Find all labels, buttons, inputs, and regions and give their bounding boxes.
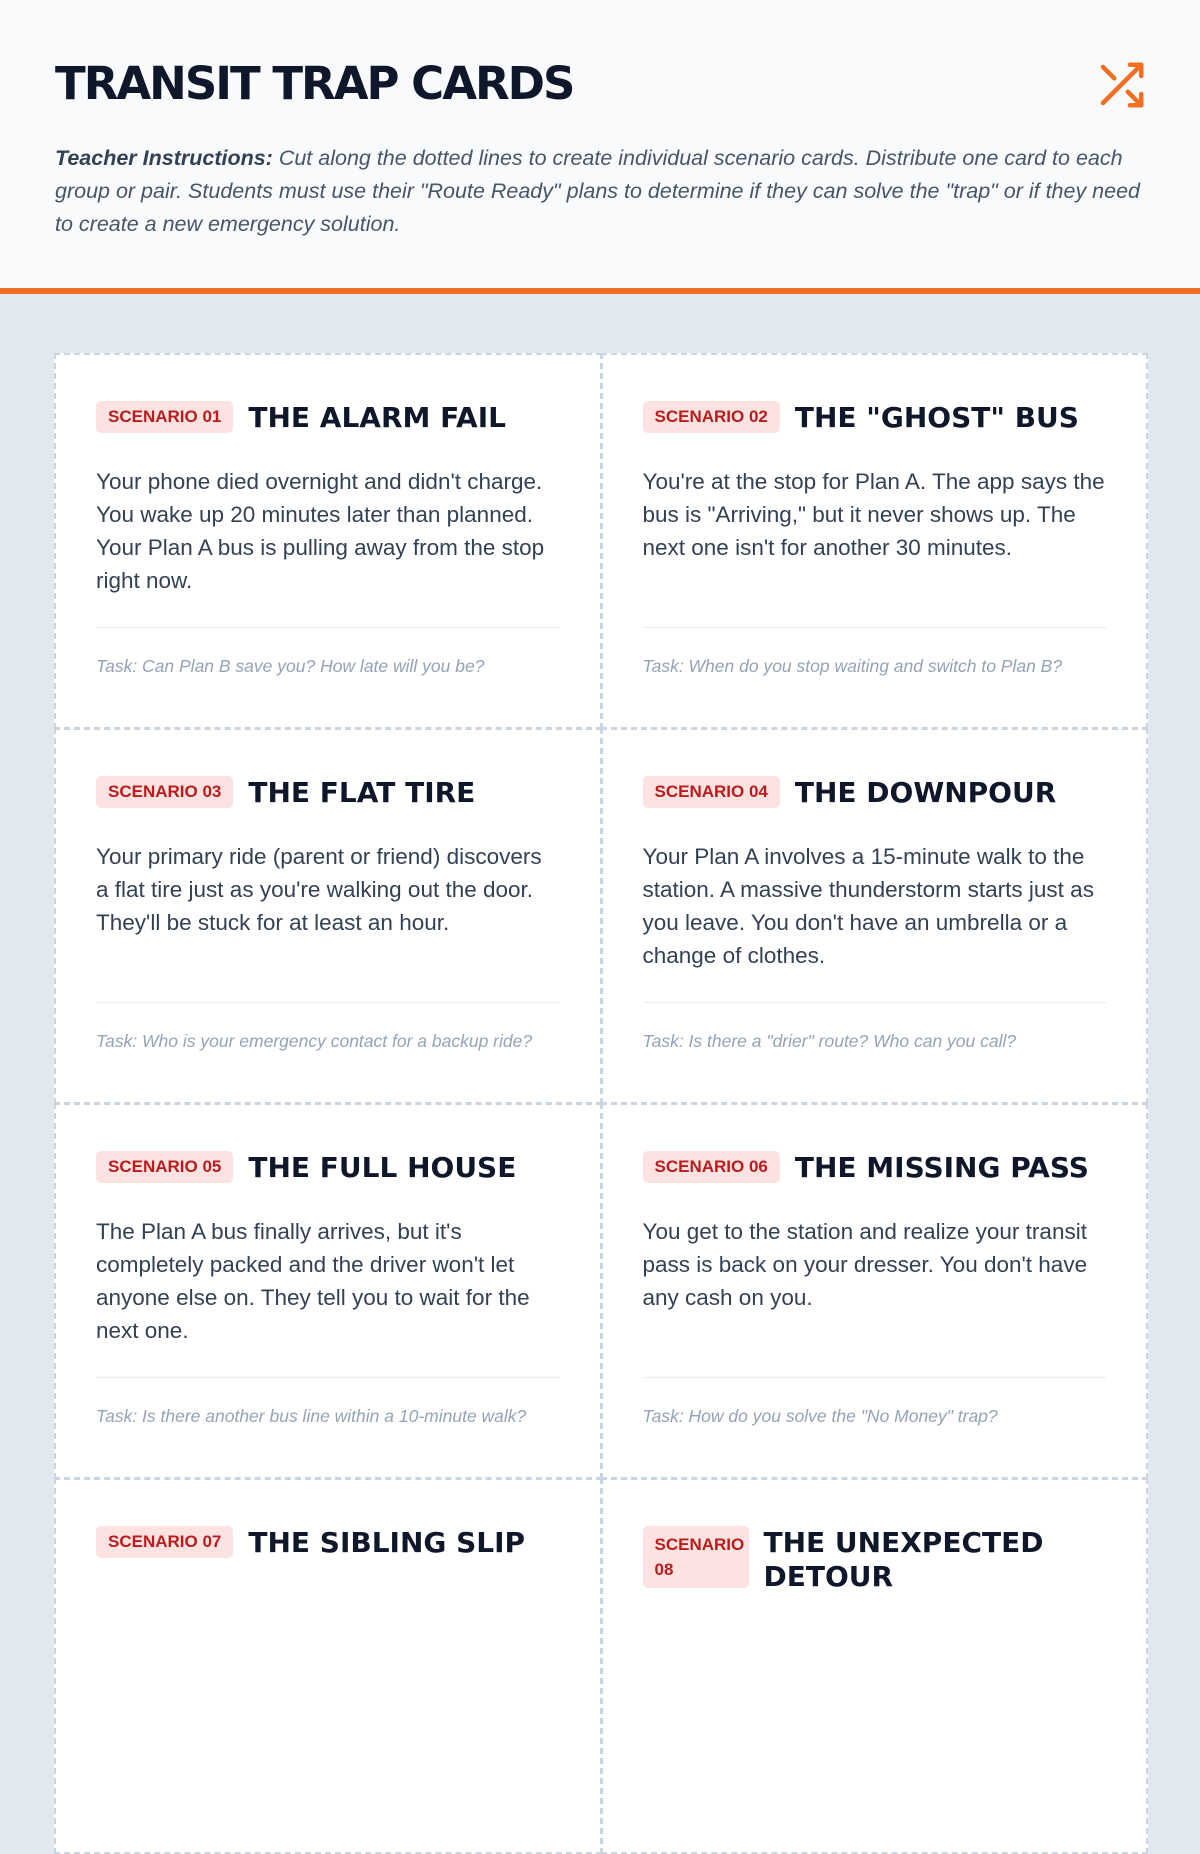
card-description: You get to the station and realize your transit pass is back on your dresser. You don't have any cash on you.	[642, 1219, 1088, 1310]
page-title: TRANSIT TRAP CARDS	[55, 57, 574, 110]
scenario-badge: SCENARIO 02	[643, 401, 780, 433]
card-header	[96, 776, 560, 810]
card-description: You're at the stop for Plan A. The app says the bus is "Arriving," but it never shows up. The next one isn't for another 30 minutes.	[642, 469, 1105, 560]
card-title: THE MISSING PASS	[794, 1151, 1089, 1184]
scenario-badge: SCENARIO 01	[96, 401, 233, 433]
card-task: Task: Can Plan B save you? How late will you be?	[96, 627, 560, 677]
teacher-instructions	[55, 142, 1145, 241]
scenario-badge: SCENARIO 04	[643, 776, 780, 808]
card-header	[96, 401, 560, 435]
scenario-badge: SCENARIO 05	[96, 1151, 233, 1183]
scenario-card-03	[54, 728, 602, 1104]
card-header	[643, 1151, 1107, 1185]
card-description: Your Plan A involves a 15-minute walk to the station. A massive thunderstorm starts just as you leave. You don't have an umbrella or a change of clothes.	[642, 844, 1094, 968]
card-title: THE SIBLING SLIP	[248, 1526, 526, 1559]
card-task: Task: Is there another bus line within a 10-minute walk?	[96, 1377, 560, 1427]
card-title: THE FULL HOUSE	[248, 1151, 517, 1184]
card-description: The Plan A bus finally arrives, but it's completely packed and the driver won't let anyone else on. They tell you to wait for the next one.	[96, 1219, 530, 1343]
instructions-text: Cut along the dotted lines to create individual scenario cards. Distribute one card to each group or pair. Students must use their "Route Ready" plans to determine if they can solve the "trap" or if they need to create a new emergency solution.	[55, 146, 1141, 236]
card-header	[96, 1151, 560, 1185]
scenario-card-grid	[55, 354, 1148, 1854]
card-task: Task: Who is your emergency contact for a backup ride?	[96, 1002, 560, 1052]
scenario-card-02	[601, 353, 1149, 729]
card-header	[643, 401, 1107, 435]
card-description: Your phone died overnight and didn't charge. You wake up 20 minutes later than planned. Your Plan A bus is pulling away from the stop right now.	[96, 469, 545, 593]
page-header	[0, 0, 1200, 294]
scenario-card-01	[54, 353, 602, 729]
scenario-card-04	[601, 728, 1149, 1104]
scenario-badge: SCENARIO 03	[96, 776, 233, 808]
instructions-label: Teacher Instructions:	[55, 146, 273, 170]
card-task: Task: Is there a "drier" route? Who can you call?	[643, 1002, 1107, 1052]
card-title: THE FLAT TIRE	[248, 776, 476, 809]
card-title: THE "GHOST" BUS	[794, 401, 1079, 434]
scenario-badge: SCENARIO 08	[643, 1526, 749, 1588]
card-header	[643, 776, 1107, 810]
scenario-card-07	[54, 1478, 602, 1854]
card-title: THE ALARM FAIL	[248, 401, 506, 434]
card-header	[643, 1526, 1107, 1594]
scenario-badge: SCENARIO 06	[643, 1151, 780, 1183]
scenario-card-08	[601, 1478, 1149, 1854]
card-task: Task: When do you stop waiting and switch to Plan B?	[643, 627, 1107, 677]
card-title: THE UNEXPECTED DETOUR	[763, 1526, 1044, 1593]
card-task: Task: How do you solve the "No Money" trap?	[643, 1377, 1107, 1427]
card-header	[96, 1526, 560, 1560]
scenario-card-06	[601, 1103, 1149, 1479]
card-description: Your primary ride (parent or friend) discovers a flat tire just as you're walking out the door. They'll be stuck for at least an hour.	[96, 844, 542, 935]
scenario-card-05	[54, 1103, 602, 1479]
card-title: THE DOWNPOUR	[794, 776, 1057, 809]
scenario-badge: SCENARIO 07	[96, 1526, 233, 1558]
shuffle-icon[interactable]	[1094, 58, 1148, 112]
